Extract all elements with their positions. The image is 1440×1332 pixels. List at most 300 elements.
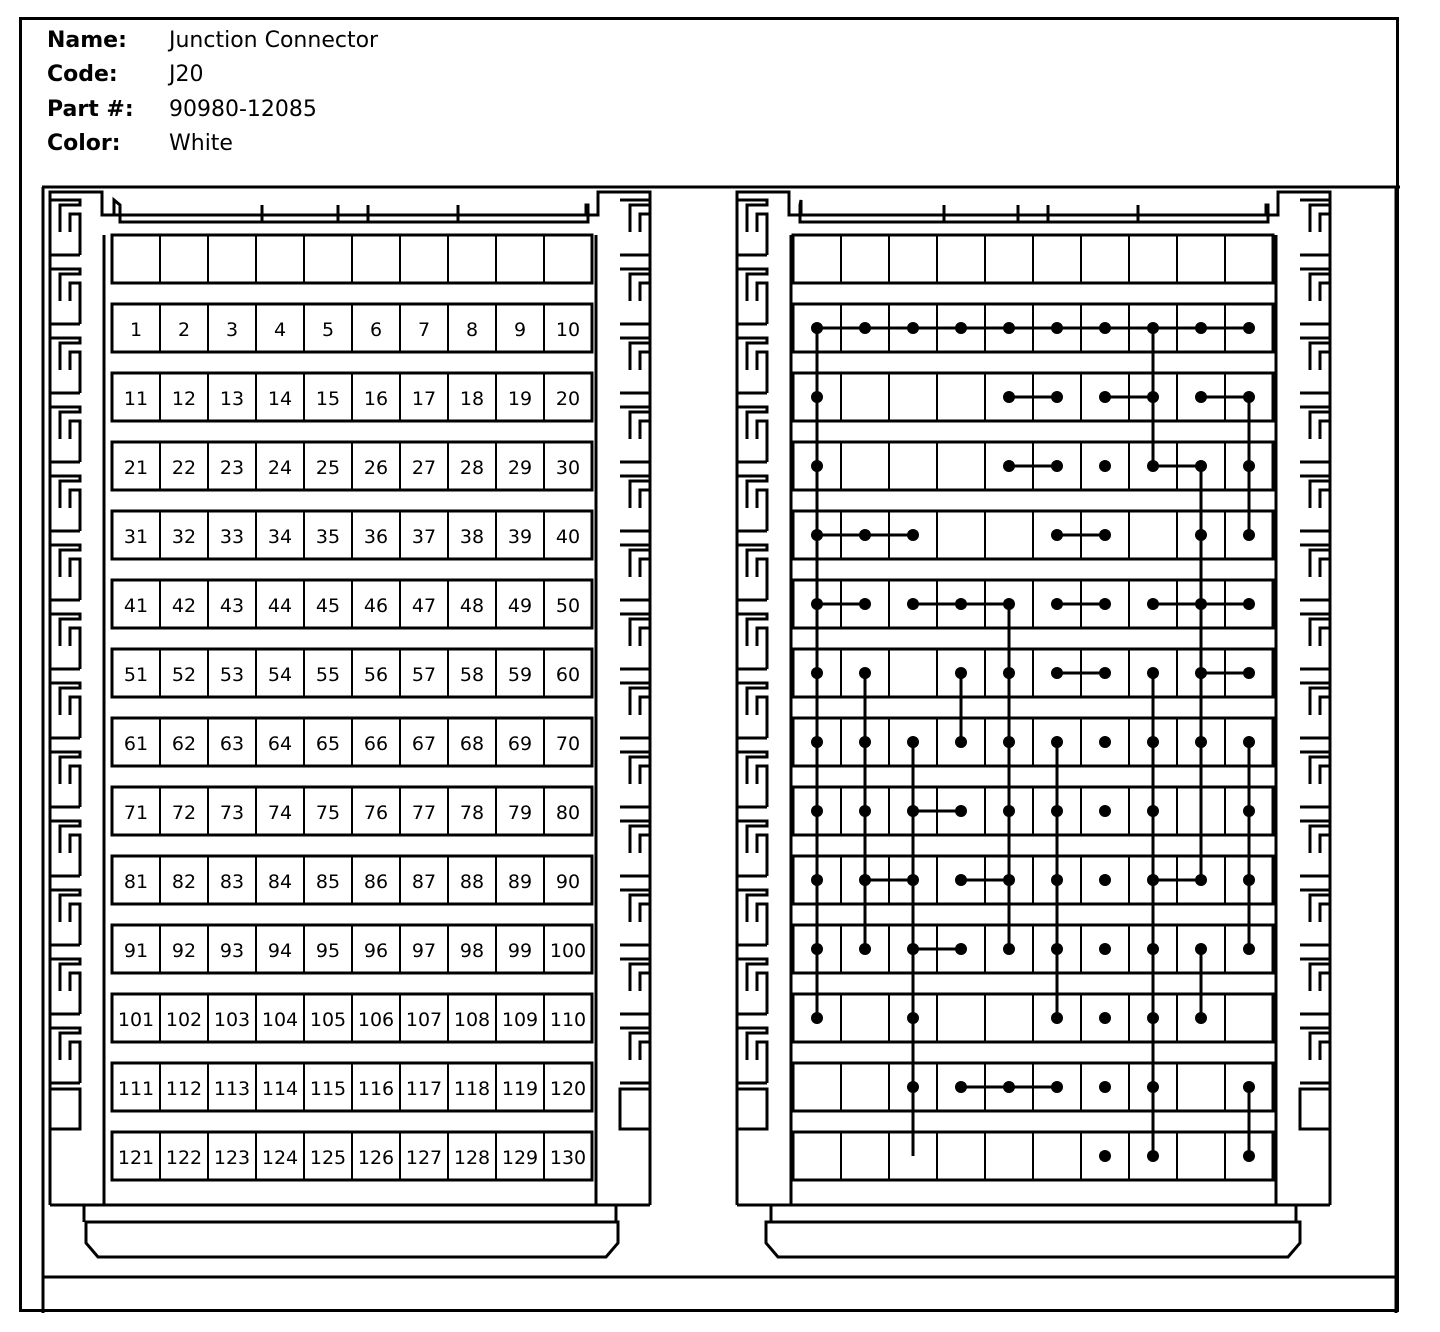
junction-dot (1195, 1012, 1207, 1024)
junction-dot (1099, 736, 1111, 748)
left-comb-tooth (737, 890, 767, 945)
pin-number: 98 (459, 940, 485, 962)
junction-dot (811, 874, 823, 886)
pin-number: 82 (171, 871, 197, 893)
pin-number: 84 (267, 871, 293, 893)
junction-dot (907, 322, 919, 334)
pin-number: 69 (507, 733, 533, 755)
junction-dot (811, 322, 823, 334)
right-comb-tooth (1300, 269, 1330, 324)
junction-dot (859, 529, 871, 541)
junction-dot (1195, 874, 1207, 886)
right-comb-tooth (1300, 683, 1330, 738)
left-comb-tooth (50, 338, 80, 393)
pin-number: 130 (549, 1147, 587, 1169)
pin-number: 73 (219, 802, 245, 824)
pin-number: 46 (363, 595, 389, 617)
junction-dot (1099, 805, 1111, 817)
pin-number: 10 (555, 319, 581, 341)
pin-number: 24 (267, 457, 293, 479)
pin-number: 91 (123, 940, 149, 962)
pin-number: 102 (165, 1009, 203, 1031)
junction-dot (907, 805, 919, 817)
left-comb-tooth (50, 614, 80, 669)
pin-number: 113 (213, 1078, 251, 1100)
pin-number: 32 (171, 526, 197, 548)
top-latch (114, 200, 588, 222)
junction-dot (811, 943, 823, 955)
pin-number: 8 (465, 319, 479, 341)
junction-dot (1195, 598, 1207, 610)
part-number-label: Part #: (47, 97, 134, 122)
pin-number: 23 (219, 457, 245, 479)
pin-number: 63 (219, 733, 245, 755)
pin-number: 57 (411, 664, 437, 686)
left-comb-tooth (50, 890, 80, 945)
pin-number: 111 (117, 1078, 155, 1100)
pin-number: 116 (357, 1078, 395, 1100)
pin-number: 43 (219, 595, 245, 617)
junction-dot (1195, 460, 1207, 472)
junction-dot (1195, 391, 1207, 403)
pin-number: 74 (267, 802, 293, 824)
junction-dot (1147, 736, 1159, 748)
junction-dot (1195, 529, 1207, 541)
junction-dot (1099, 874, 1111, 886)
right-comb-tooth (1300, 614, 1330, 669)
junction-dot (1051, 736, 1063, 748)
junction-dot (1099, 1150, 1111, 1162)
pin-number: 7 (417, 319, 431, 341)
right-comb-tooth (620, 269, 650, 324)
pin-number: 99 (507, 940, 533, 962)
junction-dot (859, 805, 871, 817)
pin-number: 39 (507, 526, 533, 548)
left-comb-tooth (50, 200, 80, 255)
junction-dot (1147, 1012, 1159, 1024)
pin-number: 87 (411, 871, 437, 893)
pin-number: 42 (171, 595, 197, 617)
junction-dot (1099, 1012, 1111, 1024)
pin-number: 55 (315, 664, 341, 686)
junction-dot (955, 874, 967, 886)
pin-number: 67 (411, 733, 437, 755)
pin-number: 128 (453, 1147, 491, 1169)
right-comb-tooth (1300, 890, 1330, 945)
junction-dot (907, 598, 919, 610)
pin-number: 106 (357, 1009, 395, 1031)
right-comb-tooth (620, 683, 650, 738)
pin-number: 88 (459, 871, 485, 893)
junction-dot (1147, 460, 1159, 472)
left-comb-tooth (737, 476, 767, 531)
right-comb-tooth (1300, 476, 1330, 531)
pin-number: 70 (555, 733, 581, 755)
junction-dot (1051, 1012, 1063, 1024)
junction-dot (955, 943, 967, 955)
junction-dot (1147, 667, 1159, 679)
junction-dot (1147, 1081, 1159, 1093)
junction-dot (1243, 874, 1255, 886)
left-comb-tooth (737, 269, 767, 324)
junction-dot (1051, 322, 1063, 334)
right-comb-tooth (620, 545, 650, 600)
junction-dot (1051, 943, 1063, 955)
left-comb-tooth (50, 821, 80, 876)
right-comb-tooth (1300, 200, 1330, 255)
pin-number: 126 (357, 1147, 395, 1169)
name-label: Name: (47, 28, 127, 53)
pin-number: 103 (213, 1009, 251, 1031)
right-comb-tooth (620, 407, 650, 462)
pin-number: 101 (117, 1009, 155, 1031)
pin-number: 86 (363, 871, 389, 893)
part-number-value: 90980-12085 (169, 97, 317, 122)
pin-number: 95 (315, 940, 341, 962)
pin-number: 25 (315, 457, 341, 479)
right-comb-tooth (1300, 821, 1330, 876)
junction-dot (907, 1012, 919, 1024)
left-comb-tooth (737, 821, 767, 876)
pin-number: 118 (453, 1078, 491, 1100)
left-comb-tooth (737, 1028, 767, 1083)
pin-number: 60 (555, 664, 581, 686)
pin-number: 108 (453, 1009, 491, 1031)
left-comb-tooth (737, 752, 767, 807)
pin-number: 22 (171, 457, 197, 479)
pin-number: 109 (501, 1009, 539, 1031)
pin-number: 5 (321, 319, 335, 341)
junction-dot (907, 1081, 919, 1093)
pin-number: 124 (261, 1147, 299, 1169)
pin-number: 104 (261, 1009, 299, 1031)
junction-dot (955, 667, 967, 679)
junction-dot (1147, 1150, 1159, 1162)
left-comb-tooth (50, 1028, 80, 1083)
pin-number: 79 (507, 802, 533, 824)
left-comb-tooth (50, 545, 80, 600)
pin-number: 76 (363, 802, 389, 824)
pin-number: 107 (405, 1009, 443, 1031)
pin-number: 81 (123, 871, 149, 893)
junction-dot (859, 874, 871, 886)
pin-number: 27 (411, 457, 437, 479)
junction-dot (1051, 874, 1063, 886)
pin-number: 68 (459, 733, 485, 755)
junction-dot (1051, 460, 1063, 472)
junction-dot (1051, 805, 1063, 817)
left-comb-end (737, 1089, 767, 1129)
pin-number: 44 (267, 595, 293, 617)
junction-dot (1003, 874, 1015, 886)
color-value: White (169, 131, 233, 156)
pin-number: 15 (315, 388, 341, 410)
code-value: J20 (169, 62, 204, 87)
code-label: Code: (47, 62, 118, 87)
left-connector-face (50, 192, 650, 1257)
left-comb-tooth (737, 614, 767, 669)
junction-dot (1243, 1081, 1255, 1093)
junction-dot (1147, 391, 1159, 403)
junction-dot (955, 805, 967, 817)
junction-dot (1099, 943, 1111, 955)
left-comb-tooth (737, 200, 767, 255)
pin-number: 110 (549, 1009, 587, 1031)
pin-number: 45 (315, 595, 341, 617)
pin-number: 30 (555, 457, 581, 479)
pin-number: 6 (369, 319, 383, 341)
pin-number: 96 (363, 940, 389, 962)
pin-number: 53 (219, 664, 245, 686)
junction-dot (955, 598, 967, 610)
pin-number: 85 (315, 871, 341, 893)
pin-number: 9 (513, 319, 527, 341)
right-comb-tooth (620, 752, 650, 807)
pin-number: 58 (459, 664, 485, 686)
right-connector-wiring (737, 192, 1330, 1257)
junction-dot (811, 667, 823, 679)
junction-dot (811, 460, 823, 472)
pin-number: 119 (501, 1078, 539, 1100)
right-comb-tooth (1300, 545, 1330, 600)
junction-dot (1243, 529, 1255, 541)
pin-number: 127 (405, 1147, 443, 1169)
housing-outline (42, 187, 1400, 1313)
left-comb-tooth (50, 407, 80, 462)
junction-dot (1147, 805, 1159, 817)
junction-dot (859, 736, 871, 748)
junction-dot (1195, 322, 1207, 334)
junction-dot (1147, 598, 1159, 610)
pin-number: 62 (171, 733, 197, 755)
pin-number: 64 (267, 733, 293, 755)
junction-dot (1243, 460, 1255, 472)
pin-number: 33 (219, 526, 245, 548)
pin-number: 4 (273, 319, 287, 341)
junction-dot (811, 598, 823, 610)
pin-number: 29 (507, 457, 533, 479)
pin-number: 129 (501, 1147, 539, 1169)
pin-number: 93 (219, 940, 245, 962)
junction-dot (955, 736, 967, 748)
pin-number: 83 (219, 871, 245, 893)
junction-dot (1051, 529, 1063, 541)
right-comb-tooth (620, 821, 650, 876)
pin-number: 54 (267, 664, 293, 686)
junction-dot (1003, 391, 1015, 403)
pin-number: 38 (459, 526, 485, 548)
pin-number: 20 (555, 388, 581, 410)
right-comb-tooth (1300, 1028, 1330, 1083)
pin-number: 37 (411, 526, 437, 548)
pin-number: 66 (363, 733, 389, 755)
pin-number: 49 (507, 595, 533, 617)
junction-dot (1243, 943, 1255, 955)
pin-number: 31 (123, 526, 149, 548)
pin-number: 35 (315, 526, 341, 548)
pin-number: 78 (459, 802, 485, 824)
pin-number: 100 (549, 940, 587, 962)
right-comb-tooth (1300, 752, 1330, 807)
junction-dot (1051, 1081, 1063, 1093)
right-comb-tooth (620, 959, 650, 1014)
left-comb-tooth (737, 545, 767, 600)
right-comb-end (1300, 1089, 1330, 1129)
pin-number: 114 (261, 1078, 299, 1100)
pin-number: 94 (267, 940, 293, 962)
name-value: Junction Connector (169, 28, 379, 53)
junction-dot (1099, 1081, 1111, 1093)
junction-dot (1195, 667, 1207, 679)
junction-dot (859, 598, 871, 610)
pin-number: 80 (555, 802, 581, 824)
right-comb-tooth (620, 1028, 650, 1083)
junction-dot (859, 322, 871, 334)
junction-dot (1003, 322, 1015, 334)
left-comb-tooth (737, 338, 767, 393)
right-comb-tooth (1300, 959, 1330, 1014)
pin-number: 13 (219, 388, 245, 410)
pin-number: 112 (165, 1078, 203, 1100)
junction-dot (1051, 598, 1063, 610)
junction-dot (907, 529, 919, 541)
junction-dot (907, 874, 919, 886)
pin-number: 90 (555, 871, 581, 893)
pin-number: 105 (309, 1009, 347, 1031)
junction-dot (1243, 736, 1255, 748)
pin-number: 17 (411, 388, 437, 410)
pin-number: 26 (363, 457, 389, 479)
right-comb-tooth (620, 476, 650, 531)
pin-number: 61 (123, 733, 149, 755)
pin-number: 97 (411, 940, 437, 962)
left-comb-tooth (50, 476, 80, 531)
pin-number: 121 (117, 1147, 155, 1169)
junction-dot (907, 943, 919, 955)
right-comb-tooth (1300, 407, 1330, 462)
pin-number: 59 (507, 664, 533, 686)
pin-number: 36 (363, 526, 389, 548)
junction-dot (1099, 529, 1111, 541)
pin-number: 52 (171, 664, 197, 686)
left-comb-tooth (50, 959, 80, 1014)
left-comb-tooth (737, 407, 767, 462)
right-comb-end (620, 1089, 650, 1129)
bottom-lip (766, 1222, 1300, 1257)
junction-dot (1003, 598, 1015, 610)
junction-dot (811, 391, 823, 403)
junction-dot (1051, 391, 1063, 403)
junction-dot (1243, 391, 1255, 403)
junction-dot (1003, 460, 1015, 472)
pin-number: 16 (363, 388, 389, 410)
bottom-lip (86, 1222, 618, 1257)
junction-dot (1003, 667, 1015, 679)
junction-dot (811, 736, 823, 748)
junction-dot (907, 736, 919, 748)
junction-dot (859, 667, 871, 679)
junction-dot (1243, 667, 1255, 679)
junction-dot (1003, 943, 1015, 955)
pin-number: 77 (411, 802, 437, 824)
pin-number: 21 (123, 457, 149, 479)
pin-number: 120 (549, 1078, 587, 1100)
pin-number: 92 (171, 940, 197, 962)
left-comb-tooth (737, 959, 767, 1014)
pin-number: 56 (363, 664, 389, 686)
junction-dot (1243, 805, 1255, 817)
junction-dot (1147, 874, 1159, 886)
pin-number: 11 (123, 388, 149, 410)
junction-dot (1099, 460, 1111, 472)
junction-dot (1099, 391, 1111, 403)
pin-number: 18 (459, 388, 485, 410)
pin-number: 34 (267, 526, 293, 548)
top-latch (800, 200, 1268, 222)
junction-dot (811, 1012, 823, 1024)
right-comb-tooth (620, 614, 650, 669)
junction-dot (811, 529, 823, 541)
pin-number: 2 (177, 319, 191, 341)
pin-number: 48 (459, 595, 485, 617)
pin-number: 19 (507, 388, 533, 410)
junction-dot (1195, 736, 1207, 748)
junction-dot (811, 805, 823, 817)
right-comb-tooth (620, 200, 650, 255)
junction-dot (1003, 1081, 1015, 1093)
right-comb-tooth (620, 890, 650, 945)
pin-number: 123 (213, 1147, 251, 1169)
junction-dot (1003, 736, 1015, 748)
left-comb-end (50, 1089, 80, 1129)
pin-number: 51 (123, 664, 149, 686)
junction-dot (1099, 667, 1111, 679)
pin-number: 117 (405, 1078, 443, 1100)
color-label: Color: (47, 131, 121, 156)
junction-dot (955, 322, 967, 334)
junction-dot (1099, 598, 1111, 610)
junction-dot (1099, 322, 1111, 334)
pin-number: 65 (315, 733, 341, 755)
pin-number: 122 (165, 1147, 203, 1169)
pin-number: 14 (267, 388, 293, 410)
pin-number: 47 (411, 595, 437, 617)
right-comb-tooth (1300, 338, 1330, 393)
pin-number: 125 (309, 1147, 347, 1169)
right-comb-tooth (620, 338, 650, 393)
pin-number: 12 (171, 388, 197, 410)
pin-number: 50 (555, 595, 581, 617)
left-comb-tooth (737, 683, 767, 738)
pin-number: 89 (507, 871, 533, 893)
junction-dot (1243, 322, 1255, 334)
pin-number: 1 (129, 319, 143, 341)
pin-number: 28 (459, 457, 485, 479)
left-comb-tooth (50, 752, 80, 807)
pin-number: 3 (225, 319, 239, 341)
junction-dot (955, 1081, 967, 1093)
pin-number: 75 (315, 802, 341, 824)
junction-dot (859, 943, 871, 955)
junction-dot (1243, 1150, 1255, 1162)
left-comb-tooth (50, 683, 80, 738)
pin-number: 40 (555, 526, 581, 548)
left-comb-tooth (50, 269, 80, 324)
pin-number: 72 (171, 802, 197, 824)
junction-dot (1147, 322, 1159, 334)
junction-dot (1147, 943, 1159, 955)
junction-dot (1051, 667, 1063, 679)
